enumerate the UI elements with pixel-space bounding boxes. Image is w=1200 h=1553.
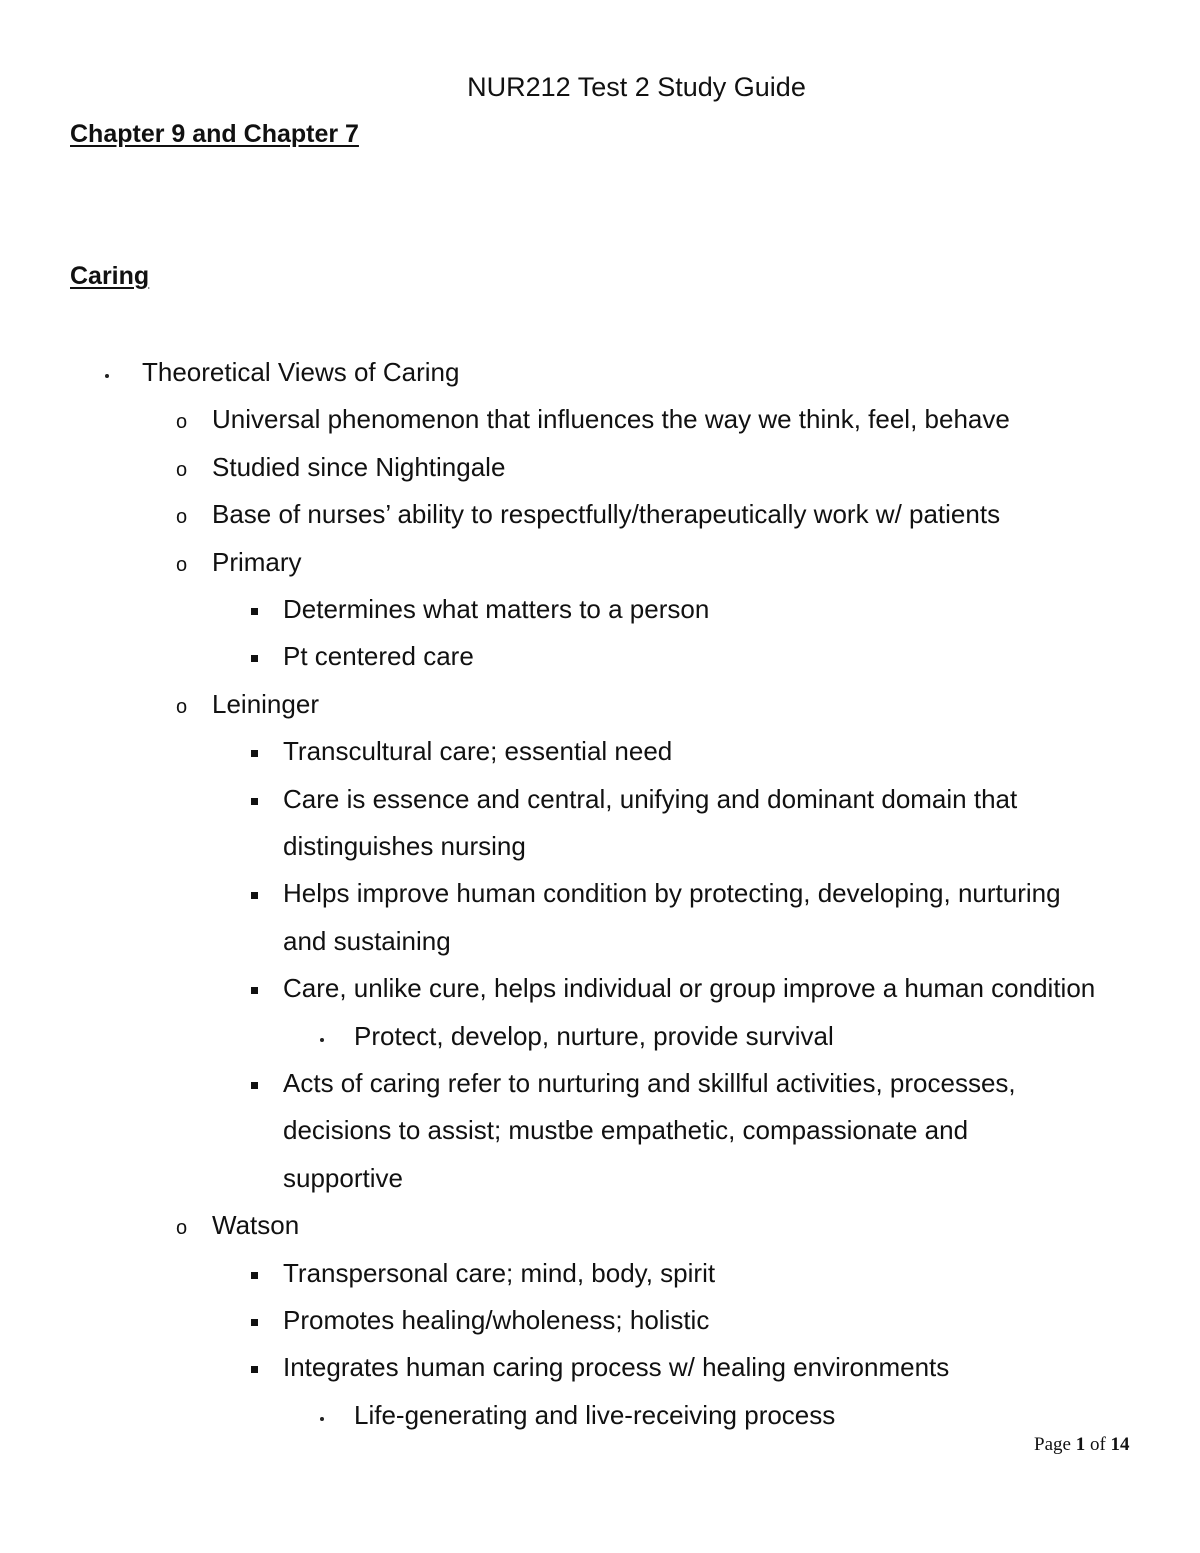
bullet-square-icon xyxy=(251,655,258,662)
chapter-heading: Chapter 9 and Chapter 7 xyxy=(70,120,359,148)
outline-continuation-line: decisions to assist; mustbe empathetic, compassionate and xyxy=(283,1115,969,1146)
bullet-circle-icon: o xyxy=(176,553,188,576)
bullet-dot-icon xyxy=(105,374,109,378)
outline-item-level-2: Primary xyxy=(212,546,302,577)
bullet-circle-icon: o xyxy=(176,411,188,434)
of-word: of xyxy=(1089,1434,1106,1455)
outline-item-level-3: Promotes healing/wholeness; holistic xyxy=(283,1305,710,1335)
outline-item-level-1: Theoretical Views of Caring xyxy=(142,357,460,387)
section-heading: Caring xyxy=(70,262,150,290)
page-footer xyxy=(1034,1432,1130,1458)
outline-item-level-3: Transcultural care; essential need xyxy=(283,736,673,767)
outline-item-level-3: Integrates human caring process w/ healing environments xyxy=(283,1352,950,1383)
bullet-dot-icon xyxy=(320,1038,324,1042)
document-title: NUR212 Test 2 Study Guide xyxy=(467,72,806,102)
outline-item-level-2: Leininger xyxy=(212,688,319,719)
outline-item-level-2: Studied since Nightingale xyxy=(212,451,506,482)
outline-item-level-3: Determines what matters to a person xyxy=(283,594,710,624)
bullet-square-icon xyxy=(251,892,258,899)
bullet-square-icon xyxy=(251,1082,258,1089)
outline-continuation-line: and sustaining xyxy=(283,925,451,956)
outline-item-level-2: Base of nurses’ ability to respectfully/therapeutically work w/ patients xyxy=(212,499,1001,530)
bullet-square-icon xyxy=(251,1366,258,1373)
bullet-circle-icon: o xyxy=(176,1217,188,1240)
bullet-square-icon xyxy=(251,987,258,994)
outline-item-level-3: Pt centered care xyxy=(283,641,474,672)
outline-item-level-3: Transpersonal care; mind, body, spirit xyxy=(283,1257,716,1288)
bullet-circle-icon: o xyxy=(176,458,188,481)
outline-item-level-4: Life-generating and live-receiving process xyxy=(354,1399,836,1430)
bullet-square-icon xyxy=(251,1319,258,1326)
outline-item-level-4: Protect, develop, nurture, provide survival xyxy=(354,1020,834,1051)
bullet-square-icon xyxy=(251,1272,258,1279)
bullet-square-icon xyxy=(251,798,258,805)
bullet-dot-icon xyxy=(320,1417,324,1421)
outline-item-level-3: Acts of caring refer to nurturing and skillful activities, processes, xyxy=(283,1068,1016,1098)
outline-item-level-3: Care is essence and central, unifying and dominant domain that xyxy=(283,783,1018,814)
outline-item-level-3: Helps improve human condition by protecting, developing, nurturing xyxy=(283,878,1061,909)
bullet-circle-icon: o xyxy=(176,506,188,529)
outline-item-level-2: Watson xyxy=(212,1210,300,1241)
bullet-square-icon xyxy=(251,608,258,615)
outline-continuation-line: supportive xyxy=(283,1162,403,1193)
page-total: 14 xyxy=(1110,1434,1130,1455)
outline-continuation-line: distinguishes nursing xyxy=(283,831,526,861)
outline-item-level-2: Universal phenomenon that influences the way we think, feel, behave xyxy=(212,404,1010,435)
bullet-square-icon xyxy=(251,750,258,757)
outline-item-level-3: Care, unlike cure, helps individual or group improve a human condition xyxy=(283,973,1096,1004)
bullet-circle-icon: o xyxy=(176,695,188,718)
page-number: 1 xyxy=(1075,1434,1086,1455)
page-word: Page xyxy=(1034,1434,1071,1455)
